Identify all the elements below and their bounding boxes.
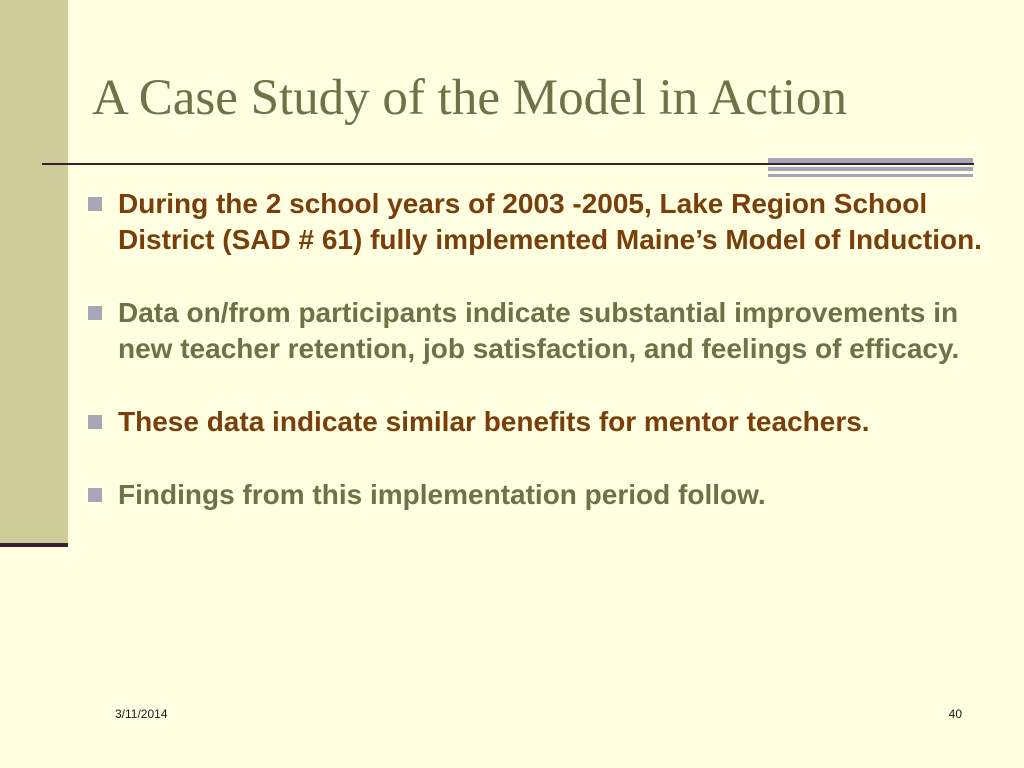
footer-date: 3/11/2014 [115, 707, 168, 721]
bullet-item-implementation [86, 186, 991, 258]
bullet-text: During the 2 school years of 2003 -2005, Lake Region School District (SAD # 61) fully implemented Maine’s Model of Induction. [118, 188, 982, 255]
accent-bar-top [768, 158, 973, 163]
square-bullet-icon [88, 306, 102, 320]
bullet-list [86, 186, 991, 550]
side-decorative-rule [0, 543, 68, 547]
bullet-item-mentor-benefits [86, 404, 991, 440]
slide-title: A Case Study of the Model in Action [92, 70, 848, 126]
side-decorative-band [0, 0, 68, 543]
bullet-item-participant-data [86, 295, 991, 367]
footer-page-number: 40 [948, 707, 962, 721]
bullet-item-findings [86, 477, 991, 513]
bullet-text: These data indicate similar benefits for mentor teachers. [118, 406, 870, 437]
square-bullet-icon [88, 197, 102, 211]
square-bullet-icon [88, 415, 102, 429]
accent-bar-middle [768, 167, 973, 171]
accent-bar-bottom [768, 174, 973, 177]
title-divider-line [42, 163, 974, 165]
bullet-text: Findings from this implementation period follow. [118, 479, 766, 510]
bullet-text: Data on/from participants indicate substantial improvements in new teacher retention, job satisfaction, and feelings of efficacy. [118, 297, 960, 364]
square-bullet-icon [88, 488, 102, 502]
